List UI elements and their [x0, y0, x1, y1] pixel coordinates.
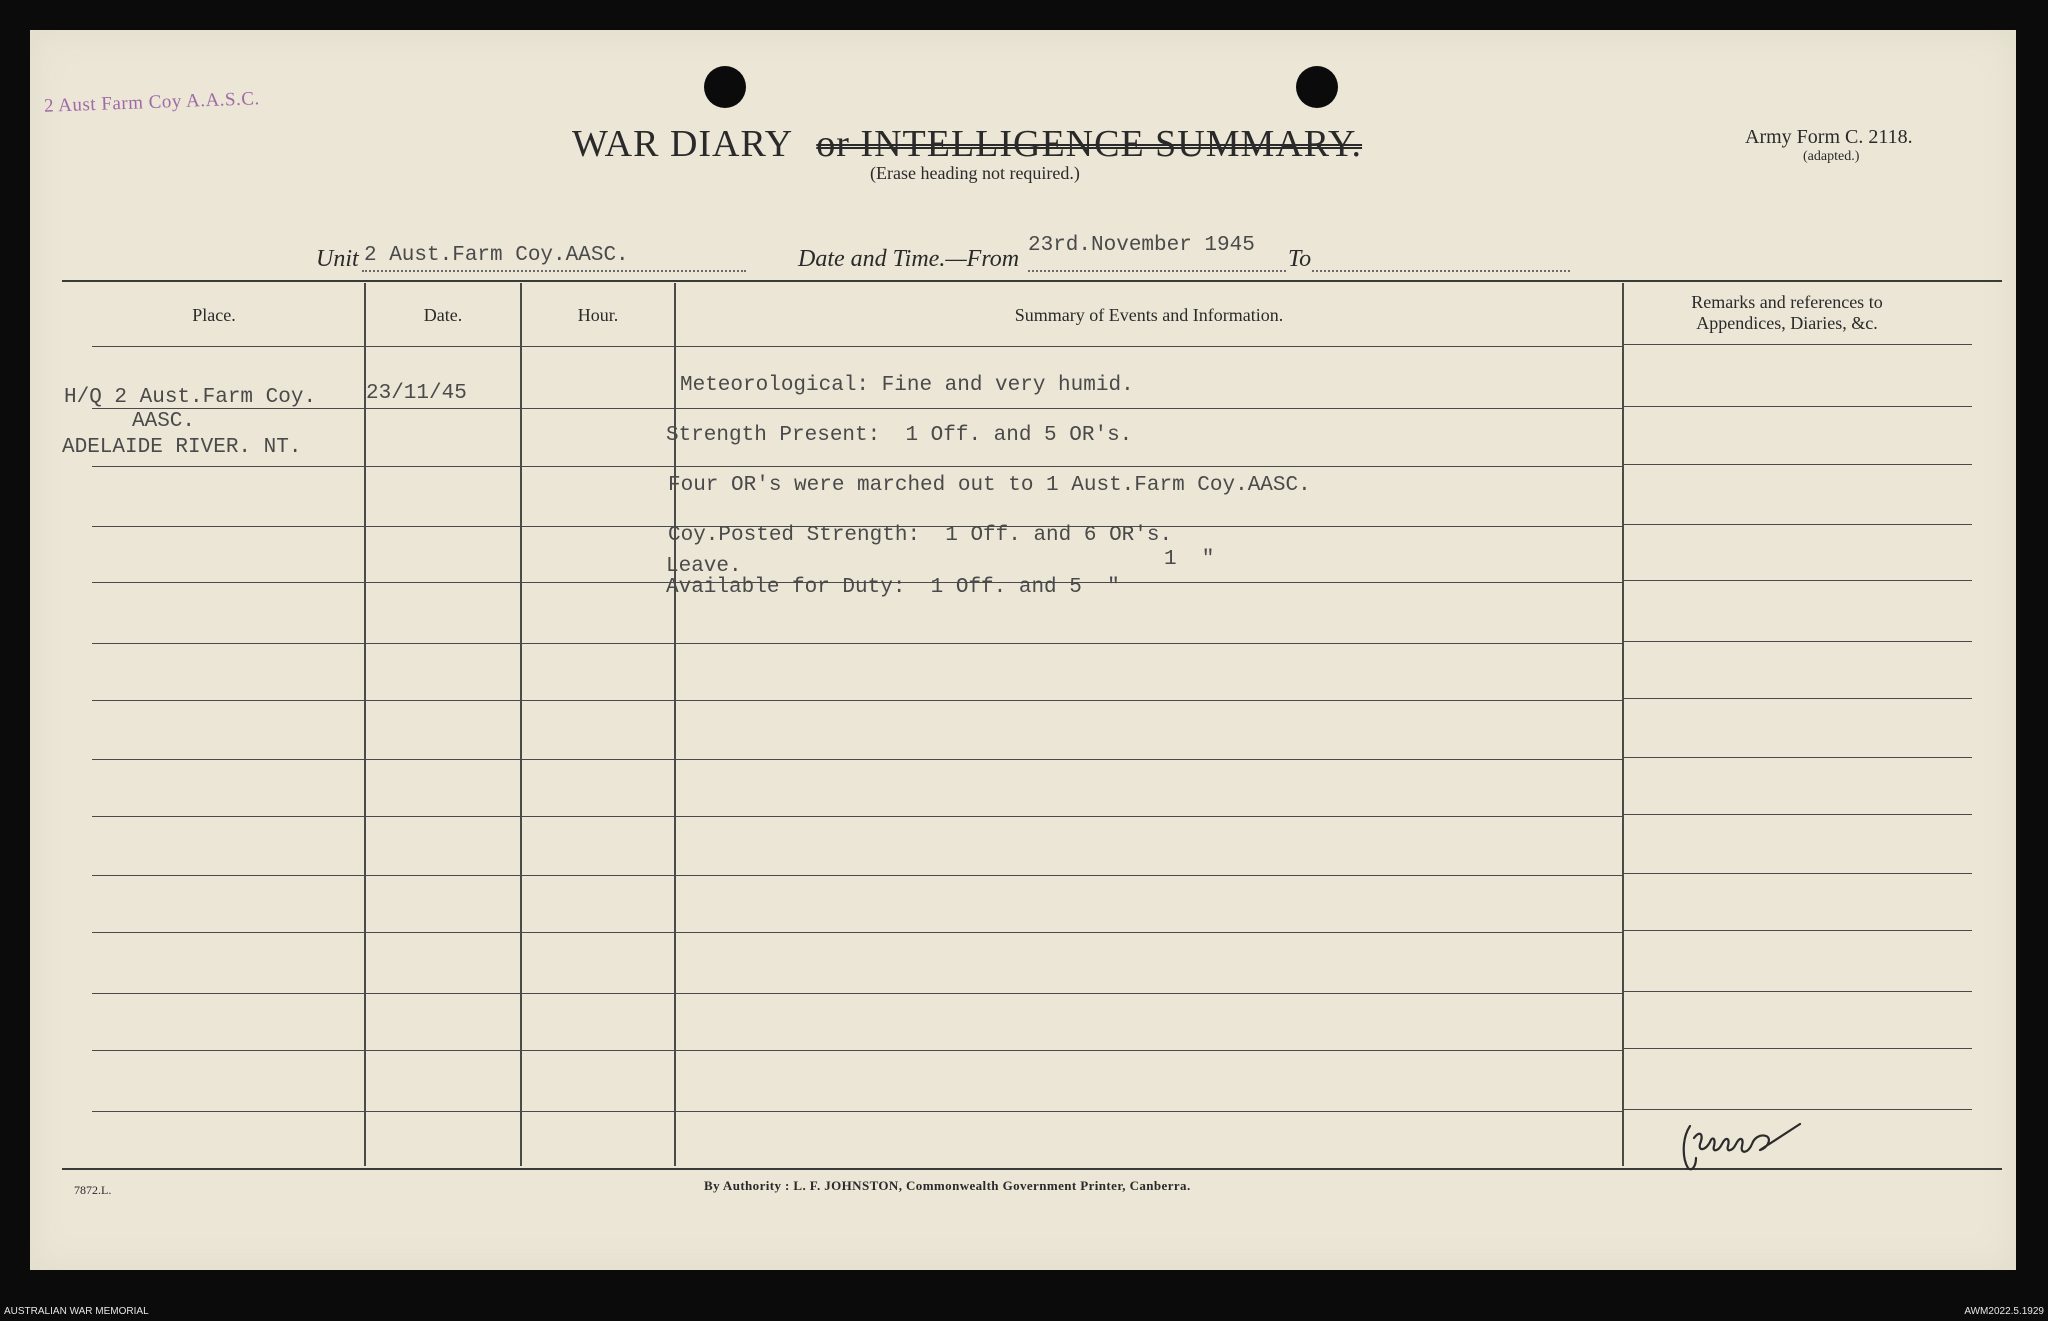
ruled-line: [1624, 524, 1972, 525]
ruled-line: [676, 1050, 1622, 1051]
ruled-line: [522, 582, 674, 583]
ruled-line: [1624, 814, 1972, 815]
archive-caption-left: AUSTRALIAN WAR MEMORIAL: [4, 1306, 149, 1317]
ruled-line: [676, 346, 1622, 347]
col-divider-date: [520, 283, 522, 1166]
ruled-line: [1624, 930, 1972, 931]
col-divider-summary: [1622, 283, 1624, 1166]
ruled-line: [92, 466, 364, 467]
ruled-line: [1624, 641, 1972, 642]
to-dotted-line: [1312, 270, 1570, 272]
ruled-line: [366, 932, 520, 933]
title-struck: or INTELLIGENCE SUMMARY.: [816, 123, 1363, 165]
col-header-date: Date.: [423, 305, 463, 325]
form-adapted: (adapted.): [1803, 149, 1860, 164]
page-title: [572, 122, 1362, 166]
unit-dotted-line: [362, 270, 746, 272]
ruled-line: [522, 1111, 674, 1112]
ruled-line: [522, 759, 674, 760]
ruled-line: [676, 816, 1622, 817]
ruled-line: [522, 643, 674, 644]
ruled-line: [366, 700, 520, 701]
entry-date: 23/11/45: [366, 382, 467, 405]
punch-hole-left: [704, 66, 746, 108]
archive-caption-right: AWM2022.5.1929: [1964, 1306, 2044, 1317]
ruled-line: [676, 1111, 1622, 1112]
table-top-rule: [62, 280, 2002, 282]
date-label: Date and Time.—From: [798, 246, 1020, 272]
ruled-line: [676, 993, 1622, 994]
ruled-line: [366, 346, 520, 347]
ruled-line: [522, 875, 674, 876]
entry-place-line-1: H/Q 2 Aust.Farm Coy.: [64, 386, 317, 409]
ruled-line: [92, 875, 364, 876]
ruled-line: [522, 932, 674, 933]
ruled-line: [522, 993, 674, 994]
form-print-code: 7872.L.: [74, 1183, 112, 1197]
entry-place-line-3: ADELAIDE RIVER. NT.: [62, 436, 302, 459]
ruled-line: [522, 466, 674, 467]
ruled-line: [92, 643, 364, 644]
col-header-remarks: Remarks and references to Appendices, Diaries, &c.: [1691, 292, 1883, 333]
ruled-line: [1624, 344, 1972, 345]
ruled-line: [1624, 698, 1972, 699]
title-note: (Erase heading not required.): [870, 163, 1080, 183]
ruled-line: [676, 700, 1622, 701]
ruled-line: [366, 582, 520, 583]
ruled-line: [366, 408, 520, 409]
ruled-line: [1624, 464, 1972, 465]
summary-line-available: Available for Duty: 1 Off. and 5 ": [666, 576, 1120, 599]
diary-sheet: [30, 30, 2016, 1270]
unit-stamp: 2 Aust Farm Coy A.A.S.C.: [43, 88, 261, 117]
title-main: WAR DIARY: [572, 123, 792, 165]
col-divider-hour: [674, 283, 676, 1166]
col-divider-place: [364, 283, 366, 1166]
unit-value: 2 Aust.Farm Coy.AASC.: [364, 244, 629, 267]
ruled-line: [92, 700, 364, 701]
ruled-line: [522, 1050, 674, 1051]
ruled-line: [676, 466, 1622, 467]
summary-line-meteorological: Meteorological: Fine and very humid.: [680, 374, 1134, 397]
form-number: Army Form C. 2118.: [1745, 126, 1913, 148]
ruled-line: [366, 643, 520, 644]
from-dotted-line: [1028, 270, 1286, 272]
entry-place-line-2: AASC.: [132, 410, 196, 433]
punch-hole-right: [1296, 66, 1338, 108]
ruled-line: [92, 816, 364, 817]
unit-label: Unit: [316, 246, 359, 272]
ruled-line: [676, 408, 1622, 409]
ruled-line: [1624, 1048, 1972, 1049]
ruled-line: [366, 875, 520, 876]
ruled-line: [676, 875, 1622, 876]
printer-authority: By Authority : L. F. JOHNSTON, Commonwealth Government Printer, Canberra.: [704, 1178, 1191, 1193]
ruled-line: [92, 932, 364, 933]
ruled-line: [1624, 757, 1972, 758]
col-header-place: Place.: [192, 305, 236, 325]
ruled-line: [1624, 406, 1972, 407]
ruled-line: [366, 466, 520, 467]
ruled-line: [92, 346, 364, 347]
ruled-line: [522, 346, 674, 347]
ruled-line: [92, 1050, 364, 1051]
col-header-summary: Summary of Events and Information.: [1014, 305, 1284, 325]
ruled-line: [366, 993, 520, 994]
ruled-line: [1624, 991, 1972, 992]
summary-line-posted-strength: Coy.Posted Strength: 1 Off. and 6 OR's.: [668, 524, 1173, 547]
ruled-line: [366, 526, 520, 527]
ruled-line: [522, 408, 674, 409]
ruled-line: [92, 526, 364, 527]
from-value: 23rd.November 1945: [1028, 234, 1255, 257]
ruled-line: [676, 759, 1622, 760]
to-label: To: [1288, 246, 1312, 272]
ruled-line: [1624, 873, 1972, 874]
ruled-line: [366, 1050, 520, 1051]
summary-line-leave: Leave.: [666, 555, 742, 578]
ruled-line: [366, 1111, 520, 1112]
col-header-hour: Hour.: [577, 305, 619, 325]
ruled-line: [366, 759, 520, 760]
summary-line-leave-count: 1 ": [1164, 548, 1215, 571]
ruled-line: [522, 526, 674, 527]
ruled-line: [1624, 580, 1972, 581]
signature-initials: [1676, 1108, 1806, 1178]
ruled-line: [92, 582, 364, 583]
summary-line-marched-out: Four OR's were marched out to 1 Aust.Farm Coy.AASC.: [668, 474, 1311, 497]
ruled-line: [522, 700, 674, 701]
summary-line-strength: Strength Present: 1 Off. and 5 OR's.: [666, 424, 1133, 447]
ruled-line: [676, 932, 1622, 933]
ruled-line: [676, 643, 1622, 644]
ruled-line: [522, 816, 674, 817]
ruled-line: [92, 1111, 364, 1112]
ruled-line: [92, 993, 364, 994]
ruled-line: [366, 816, 520, 817]
ruled-line: [92, 759, 364, 760]
